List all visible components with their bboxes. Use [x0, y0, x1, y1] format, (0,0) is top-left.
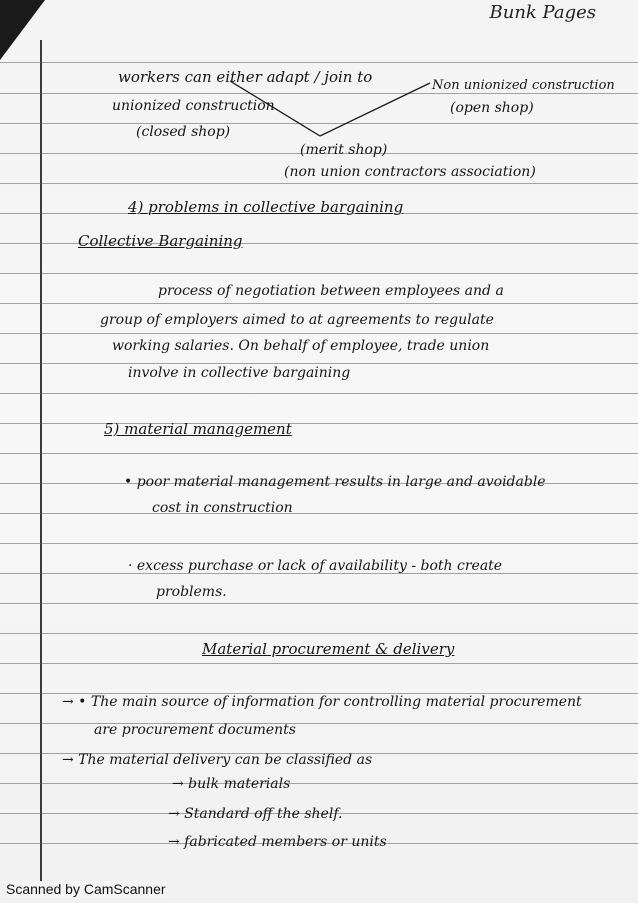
sub-item: → bulk materials	[172, 776, 291, 792]
note-line: (open shop)	[450, 100, 534, 116]
section-heading: Material procurement & delivery	[202, 640, 455, 658]
note-line: workers can either adapt / join to	[118, 68, 373, 86]
arrow-line: → The material delivery can be classified as	[62, 752, 373, 768]
paragraph-line: process of negotiation between employees and a	[158, 283, 504, 299]
arrow-line: → • The main source of information for controlling material procurement	[62, 694, 582, 710]
note-line: (merit shop)	[300, 142, 388, 158]
bullet-line: • poor material management results in large and avoidable	[124, 474, 546, 490]
note-line: unionized construction	[112, 98, 275, 114]
sub-item: → fabricated members or units	[168, 834, 387, 850]
paragraph-line: involve in collective bargaining	[128, 365, 351, 381]
paragraph-line: working salaries. On behalf of employee, trade union	[112, 338, 490, 354]
bullet-line: cost in construction	[152, 500, 293, 516]
note-line: (non union contractors association)	[284, 164, 536, 180]
section-heading: 5) material management	[104, 420, 292, 438]
note-line: Non unionized construction	[432, 78, 615, 93]
paragraph-line: group of employers aimed to at agreements to regulate	[100, 312, 494, 328]
arrow-line: are procurement documents	[94, 722, 296, 738]
scanner-watermark: Scanned by CamScanner	[6, 881, 166, 897]
section-heading: 4) problems in collective bargaining	[128, 198, 404, 216]
bullet-line: problems.	[156, 584, 227, 600]
section-heading: Collective Bargaining	[78, 232, 243, 250]
bullet-line: · excess purchase or lack of availability - both create	[128, 558, 503, 574]
sub-item: → Standard off the shelf.	[168, 806, 343, 822]
brand-label: Bunk Pages	[489, 2, 596, 23]
note-line: (closed shop)	[136, 124, 231, 140]
